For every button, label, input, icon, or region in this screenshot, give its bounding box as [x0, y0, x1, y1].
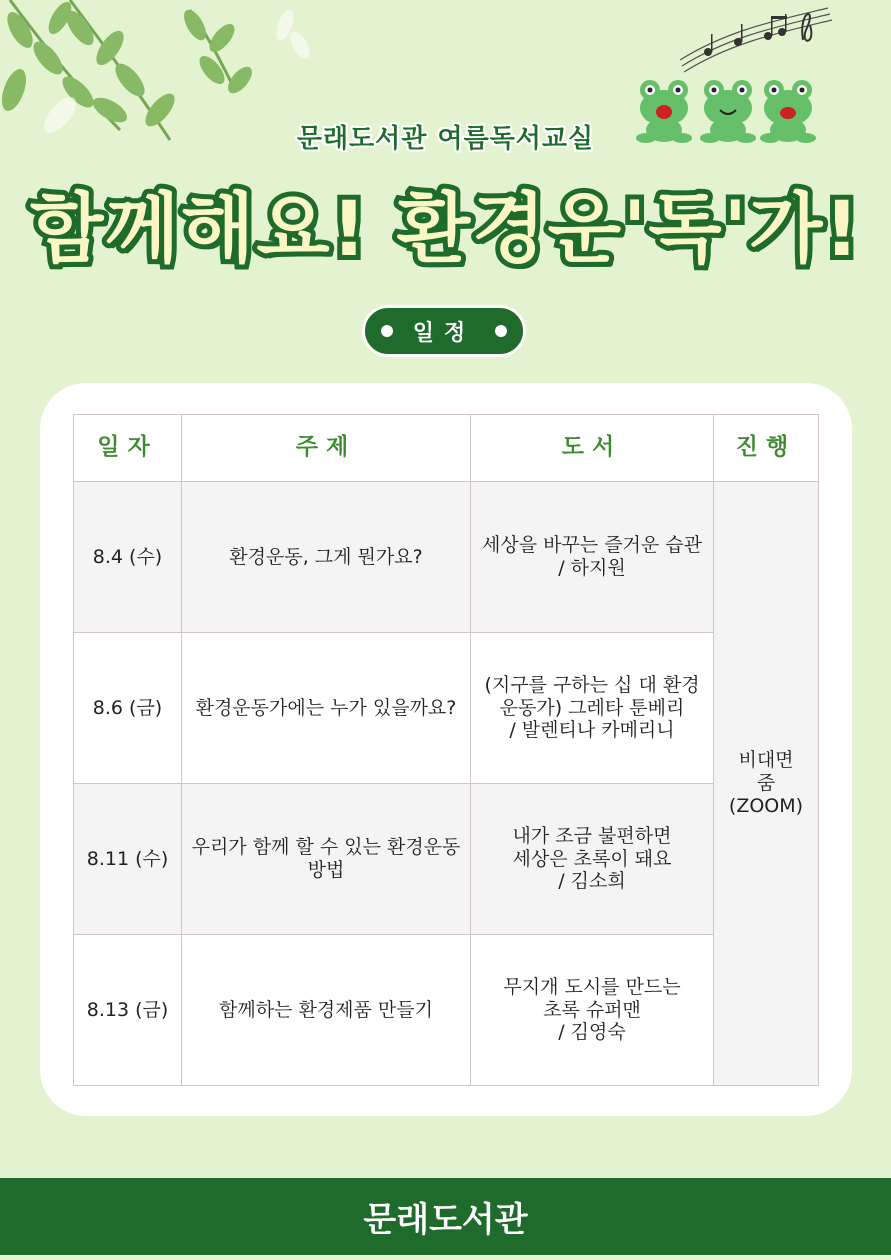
music-notes-icon	[678, 0, 848, 80]
book-line: / 발렌티나 카메리니	[509, 719, 675, 742]
column-header: 일자	[74, 415, 182, 482]
table-row	[74, 784, 819, 935]
topic-cell: 함께하는 환경제품 만들기	[182, 935, 471, 1086]
progress-cell	[714, 482, 819, 1086]
book-line: 운동가) 그레타 툰베리	[499, 696, 685, 719]
progress-line: (ZOOM)	[728, 794, 804, 817]
schedule-label-text: 일정	[412, 320, 476, 346]
bullet-dot-icon	[495, 325, 507, 337]
schedule-table	[73, 414, 819, 1086]
book-line: / 김소희	[558, 870, 626, 893]
topic-cell: 우리가 함께 할 수 있는 환경운동 방법	[182, 784, 471, 935]
date-cell: 8.11 (수)	[74, 784, 182, 935]
book-line: (지구를 구하는 십 대 환경	[484, 673, 700, 696]
bullet-dot-icon	[381, 325, 393, 337]
footer-library-name: 문래도서관	[363, 1200, 528, 1240]
table-header-row	[74, 415, 819, 482]
poster-subtitle: 문래도서관 여름독서교실	[296, 124, 595, 154]
book-line: 세상을 바꾸는 즐거운 습관	[481, 534, 702, 557]
table-row	[74, 935, 819, 1086]
book-line: 초록 슈퍼맨	[543, 998, 641, 1021]
book-cell	[471, 482, 714, 633]
topic-cell: 환경운동가에는 누가 있을까요?	[182, 633, 471, 784]
date-cell: 8.6 (금)	[74, 633, 182, 784]
progress-line: 비대면	[738, 749, 794, 772]
progress-line: 줌	[756, 772, 776, 795]
book-cell	[471, 784, 714, 935]
book-line: 세상은 초록이 돼요	[512, 847, 672, 870]
book-line: 내가 조금 불편하면	[512, 824, 672, 847]
date-cell: 8.13 (금)	[74, 935, 182, 1086]
book-line: / 하지원	[558, 557, 626, 579]
book-line: 무지개 도시를 만드는	[503, 975, 681, 998]
book-line: / 김영숙	[558, 1021, 626, 1044]
topic-cell: 환경운동, 그게 뭔가요?	[182, 482, 471, 633]
date-cell: 8.4 (수)	[74, 482, 182, 633]
footer-bar	[0, 1178, 891, 1255]
schedule-label	[362, 305, 526, 357]
poster-title: 함께해요! 환경운'독'가!	[29, 184, 862, 273]
book-cell	[471, 935, 714, 1086]
column-header: 주제	[182, 415, 471, 482]
book-cell	[471, 633, 714, 784]
column-header: 도서	[471, 415, 714, 482]
table-row	[74, 633, 819, 784]
column-header: 진행	[714, 415, 819, 482]
table-row	[74, 482, 819, 633]
